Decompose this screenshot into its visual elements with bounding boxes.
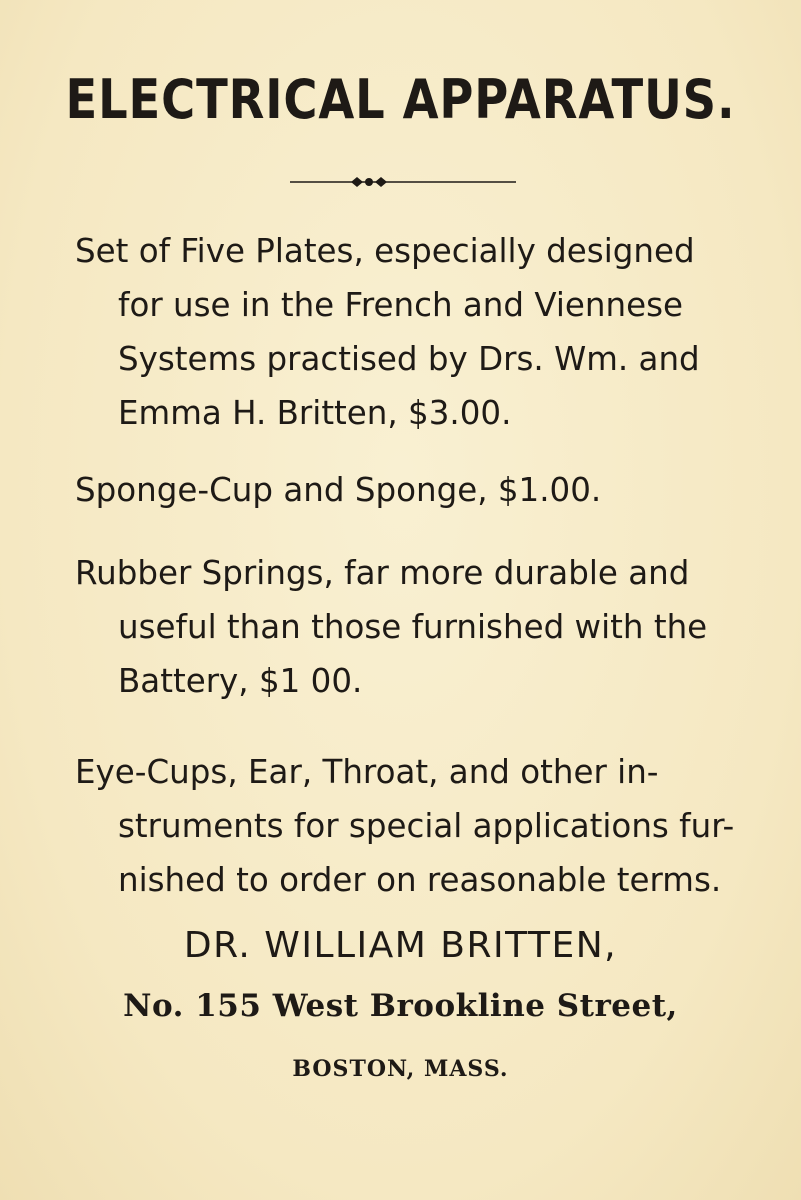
entry-eye-cups: Eye-Cups, Ear, Throat, and other in- struments for special applications fur- nished to order on reasonable terms. [75, 753, 735, 899]
ornament-divider [290, 174, 516, 190]
entry-five-plates: Set of Five Plates, especially designed for use in the French and Viennese Systems practised by Drs. Wm. and Emma H. Britten, $3.00. [75, 232, 700, 432]
signature-address: No. 155 West Brookline Street, [123, 988, 678, 1024]
entry-rubber-springs: Rubber Springs, far more durable and useful than those furnished with the Battery, $1 00. [75, 554, 708, 700]
signature-name: DR. WILLIAM BRITTEN, [183, 925, 618, 966]
signature-city: BOSTON, MASS. [292, 1056, 509, 1082]
page-title: ELECTRICAL APPARATUS. [65, 68, 736, 131]
entry-sponge-cup: Sponge-Cup and Sponge, $1.00. [75, 471, 602, 509]
